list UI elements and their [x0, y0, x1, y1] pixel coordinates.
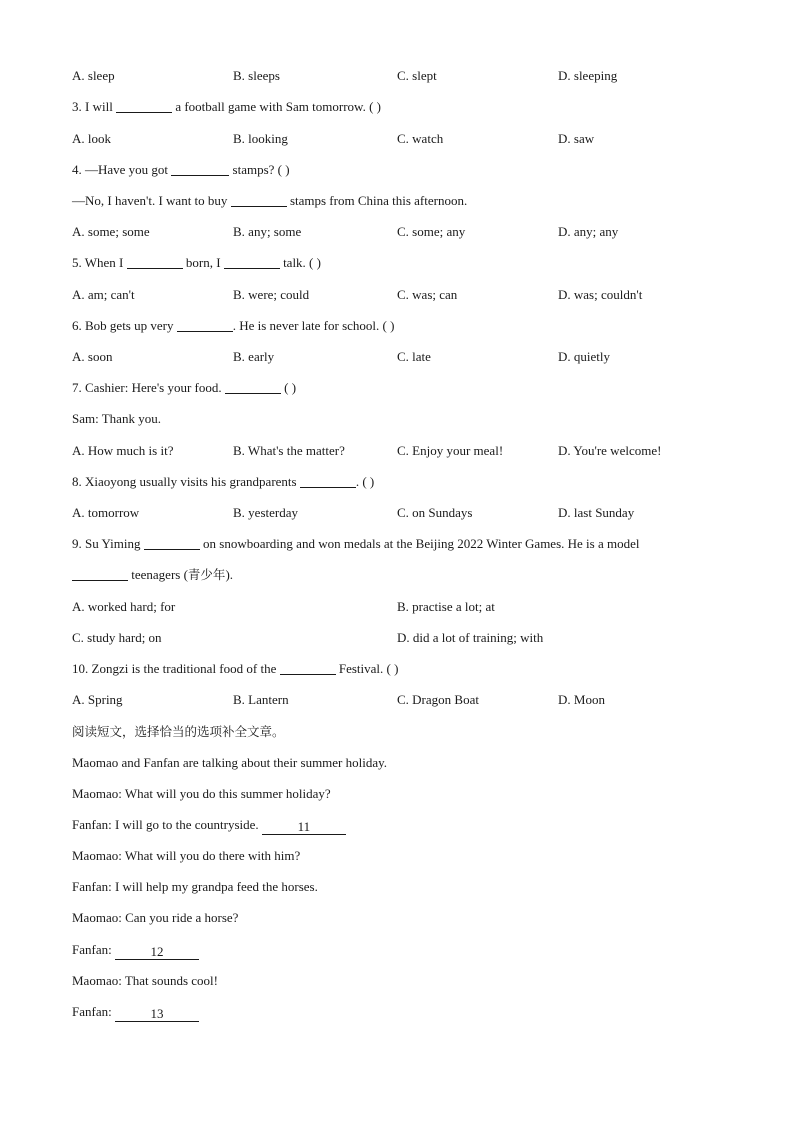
q10-option-b[interactable]: B. Lantern	[233, 692, 289, 707]
q6-blank[interactable]	[177, 317, 233, 332]
q3-blank[interactable]	[116, 98, 172, 113]
dialogue-line-4: Fanfan: I will help my grandpa feed the horses.	[72, 879, 318, 894]
q6-option-d[interactable]: D. quietly	[558, 349, 610, 364]
q9-options-row1	[72, 597, 754, 617]
q4-option-c[interactable]: C. some; any	[397, 224, 466, 239]
q9-option-d[interactable]: D. did a lot of training; with	[397, 630, 544, 645]
q7-option-b[interactable]: B. What's the matter?	[233, 443, 345, 458]
q8-options	[72, 503, 754, 523]
q4-blank[interactable]	[171, 161, 229, 176]
q4-option-a[interactable]: A. some; some	[72, 224, 150, 239]
q6-option-b[interactable]: B. early	[233, 349, 275, 364]
q9-blank-1[interactable]	[144, 535, 200, 550]
q7-blank[interactable]	[225, 379, 281, 394]
q4-options	[72, 222, 754, 242]
dialogue-line-3: Maomao: What will you do there with him?	[72, 848, 301, 863]
q3-option-c[interactable]: C. watch	[397, 131, 444, 146]
q5-option-b[interactable]: B. were; could	[233, 287, 310, 302]
dialogue-line-5: Maomao: Can you ride a horse?	[72, 910, 239, 925]
q9-option-b[interactable]: B. practise a lot; at	[397, 599, 495, 614]
q5-stem: 5. When I born, I talk. ( )	[72, 255, 321, 270]
dialogue-blank-11[interactable]: 11	[262, 820, 346, 835]
dialogue-line-8: Fanfan: 13	[72, 1002, 754, 1022]
q3-option-b[interactable]: B. looking	[233, 131, 288, 146]
q3-options	[72, 129, 754, 149]
q8-blank[interactable]	[300, 473, 356, 488]
q7-option-d[interactable]: D. You're welcome!	[558, 443, 662, 458]
q7-option-a[interactable]: A. How much is it?	[72, 443, 174, 458]
q7-stem: 7. Cashier: Here's your food. ( )	[72, 380, 297, 395]
q10-option-a[interactable]: A. Spring	[72, 692, 123, 707]
q8-option-c[interactable]: C. on Sundays	[397, 505, 473, 520]
q4-stem-line2: —No, I haven't. I want to buy stamps from China this afternoon.	[72, 193, 468, 208]
q6-options	[72, 347, 754, 367]
q10-option-d[interactable]: D. Moon	[558, 692, 605, 707]
q8-option-a[interactable]: A. tomorrow	[72, 505, 140, 520]
q3-option-d[interactable]: D. saw	[558, 131, 595, 146]
q10-option-c[interactable]: C. Dragon Boat	[397, 692, 479, 707]
q8-option-d[interactable]: D. last Sunday	[558, 505, 635, 520]
dialogue-blank-12[interactable]: 12	[115, 945, 199, 960]
q3-option-a[interactable]: A. look	[72, 131, 111, 146]
q9-stem-line2: teenagers (青少年).	[72, 565, 754, 585]
q8-stem: 8. Xiaoyong usually visits his grandparents . ( )	[72, 474, 375, 489]
q5-blank-1[interactable]	[127, 254, 183, 269]
q7-stem-line2: Sam: Thank you.	[72, 411, 161, 426]
q8-option-b[interactable]: B. yesterday	[233, 505, 298, 520]
q9-blank-2[interactable]	[72, 566, 128, 581]
q6-option-c[interactable]: C. late	[397, 349, 431, 364]
q5-blank-2[interactable]	[224, 254, 280, 269]
q2-options	[72, 66, 754, 86]
q5-options	[72, 285, 754, 305]
q7-option-c[interactable]: C. Enjoy your meal!	[397, 443, 504, 458]
dialogue-line-2: Fanfan: I will go to the countryside. 11	[72, 815, 754, 835]
q10-stem: 10. Zongzi is the traditional food of the Festival. ( )	[72, 661, 399, 676]
q5-option-c[interactable]: C. was; can	[397, 287, 458, 302]
q9-stem: 9. Su Yiming on snowboarding and won medals at the Beijing 2022 Winter Games. He is a model	[72, 536, 640, 551]
q5-option-a[interactable]: A. am; can't	[72, 287, 135, 302]
q9-option-a[interactable]: A. worked hard; for	[72, 599, 176, 614]
q2-option-b[interactable]: B. sleeps	[233, 68, 280, 83]
q3-stem: 3. I will a football game with Sam tomorrow. ( )	[72, 99, 381, 114]
dialogue-blank-13[interactable]: 13	[115, 1007, 199, 1022]
q4-option-d[interactable]: D. any; any	[558, 224, 619, 239]
q4-stem: 4. —Have you got stamps? ( )	[72, 162, 290, 177]
dialogue-intro: Maomao and Fanfan are talking about their summer holiday.	[72, 755, 388, 770]
q2-option-c[interactable]: C. slept	[397, 68, 437, 83]
q7-options	[72, 441, 754, 461]
q10-blank[interactable]	[280, 660, 336, 675]
q5-option-d[interactable]: D. was; couldn't	[558, 287, 643, 302]
q4-blank-2[interactable]	[231, 192, 287, 207]
q6-option-a[interactable]: A. soon	[72, 349, 113, 364]
q6-stem: 6. Bob gets up very . He is never late for school. ( )	[72, 318, 395, 333]
dialogue-line-6: Fanfan: 12	[72, 940, 754, 960]
q2-option-a[interactable]: A. sleep	[72, 68, 115, 83]
section-instruction: 阅读短文，选择恰当的选项补全文章。	[72, 724, 285, 739]
q2-option-d[interactable]: D. sleeping	[558, 68, 618, 83]
q9-option-c[interactable]: C. study hard; on	[72, 630, 162, 645]
q4-option-b[interactable]: B. any; some	[233, 224, 302, 239]
q10-options	[72, 690, 754, 710]
dialogue-line-1: Maomao: What will you do this summer holiday?	[72, 786, 331, 801]
q9-options-row2	[72, 628, 754, 648]
dialogue-line-7: Maomao: That sounds cool!	[72, 973, 218, 988]
